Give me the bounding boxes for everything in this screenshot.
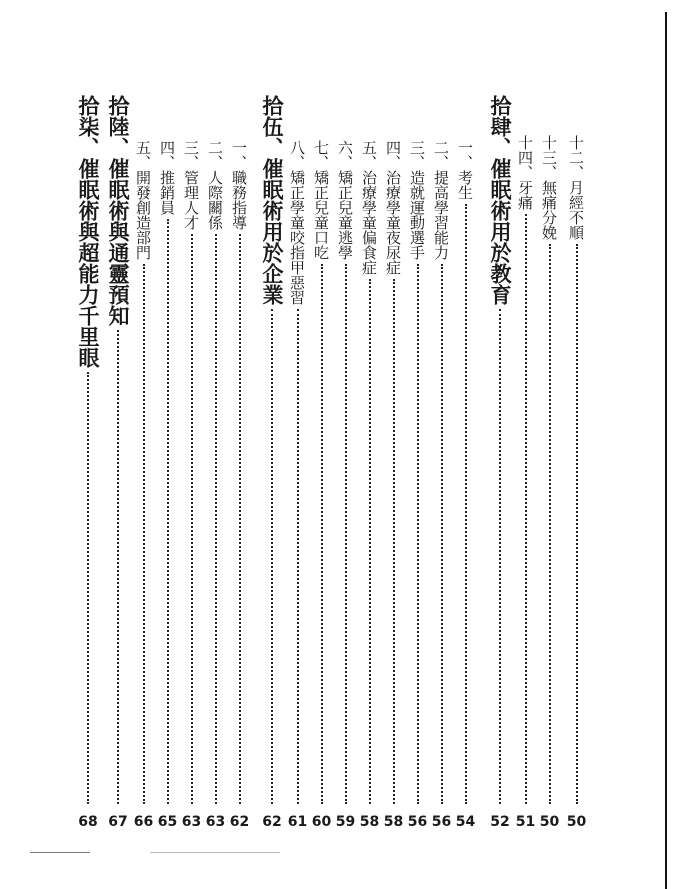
toc-entry-title: 拾柒、催眠術與超能力千里眼 (76, 95, 101, 368)
toc-page-number: 63 (181, 814, 202, 830)
toc-page-number: 52 (490, 814, 510, 830)
dot-leader (417, 264, 419, 804)
toc-subsection-entry[interactable] (407, 140, 428, 830)
toc-entry-title: 五、開發創造部門 (134, 140, 152, 260)
toc-subsection-entry[interactable] (335, 140, 356, 830)
dot-leader (441, 264, 443, 804)
toc-entry-title: 拾伍、催眠術用於企業 (260, 95, 285, 305)
toc-page-number: 54 (455, 814, 476, 830)
toc-subsection-entry[interactable] (157, 140, 178, 830)
toc-subsection-entry[interactable] (229, 140, 250, 830)
scan-mark (30, 852, 90, 853)
dot-leader (499, 309, 501, 804)
toc-entry-title: 拾陸、催眠術與通靈預知 (106, 95, 131, 326)
toc-entry-title: 拾肆、催眠術用於教育 (488, 95, 513, 305)
toc-page-number: 62 (262, 814, 282, 830)
dot-leader (271, 309, 273, 804)
toc-subsection-entry[interactable] (205, 140, 226, 830)
toc-page-number: 56 (431, 814, 452, 830)
toc-page-number: 58 (359, 814, 380, 830)
toc-section-entry[interactable] (257, 95, 287, 830)
toc-entry-title: 八、矯正學童咬指甲惡習 (288, 140, 306, 305)
dot-leader (143, 264, 145, 804)
toc-page-number: 58 (383, 814, 404, 830)
dot-leader (191, 234, 193, 804)
toc-page-number: 66 (133, 814, 154, 830)
toc-subsection-entry[interactable] (515, 135, 536, 830)
dot-leader (321, 264, 323, 804)
dot-leader (87, 372, 89, 804)
toc-page-number: 68 (78, 814, 98, 830)
toc-subsection-entry[interactable] (181, 140, 202, 830)
dot-leader (525, 214, 527, 804)
toc-section-entry[interactable] (485, 95, 515, 830)
toc-subsection-entry[interactable] (566, 135, 587, 830)
toc-subsection-entry[interactable] (455, 140, 476, 830)
toc-page-number: 62 (229, 814, 250, 830)
toc-entry-title: 六、矯正兒童逃學 (336, 140, 354, 260)
toc-page-number: 67 (108, 814, 128, 830)
dot-leader (549, 244, 551, 804)
dot-leader (239, 234, 241, 804)
toc-page-number: 59 (335, 814, 356, 830)
dot-leader (345, 264, 347, 804)
dot-leader (369, 279, 371, 804)
toc-entry-title: 四、治療學童夜尿症 (384, 140, 402, 275)
dot-leader (297, 309, 299, 804)
toc-entry-title: 一、職務指導 (230, 140, 248, 230)
toc-page-number: 56 (407, 814, 428, 830)
toc-entry-title: 七、矯正兒童口吃 (312, 140, 330, 260)
toc-entry-title: 十四、牙痛 (516, 135, 534, 210)
scan-mark (150, 852, 280, 853)
toc-page-number: 50 (566, 814, 587, 830)
toc-entry-title: 三、造就運動選手 (408, 140, 426, 260)
dot-leader (167, 219, 169, 804)
toc-subsection-entry[interactable] (359, 140, 380, 830)
toc-entry-title: 十二、月經不順 (567, 135, 585, 240)
page-edge (665, 12, 667, 889)
dot-leader (215, 234, 217, 804)
toc-entry-title: 五、治療學童偏食症 (360, 140, 378, 275)
toc-subsection-entry[interactable] (383, 140, 404, 830)
dot-leader (465, 204, 467, 804)
toc-page-number: 63 (205, 814, 226, 830)
toc-entry-title: 二、提高學習能力 (432, 140, 450, 260)
toc-section-entry[interactable] (73, 95, 103, 830)
toc-entry-title: 十三、無痛分娩 (540, 135, 558, 240)
toc-subsection-entry[interactable] (287, 140, 308, 830)
toc-entry-title: 四、推銷員 (158, 140, 176, 215)
toc-subsection-entry[interactable] (133, 140, 154, 830)
toc-entry-title: 三、管理人才 (182, 140, 200, 230)
toc-section-entry[interactable] (103, 95, 133, 830)
toc-page-number: 60 (311, 814, 332, 830)
dot-leader (576, 244, 578, 804)
dot-leader (393, 279, 395, 804)
toc-subsection-entry[interactable] (311, 140, 332, 830)
toc-entry-title: 一、考生 (456, 140, 474, 200)
toc-entry-title: 二、人際關係 (206, 140, 224, 230)
dot-leader (117, 330, 119, 804)
toc-page-number: 65 (157, 814, 178, 830)
toc-page-number: 50 (539, 814, 560, 830)
toc-page-number: 51 (515, 814, 536, 830)
toc-subsection-entry[interactable] (539, 135, 560, 830)
toc-subsection-entry[interactable] (431, 140, 452, 830)
toc-page-number: 61 (287, 814, 308, 830)
